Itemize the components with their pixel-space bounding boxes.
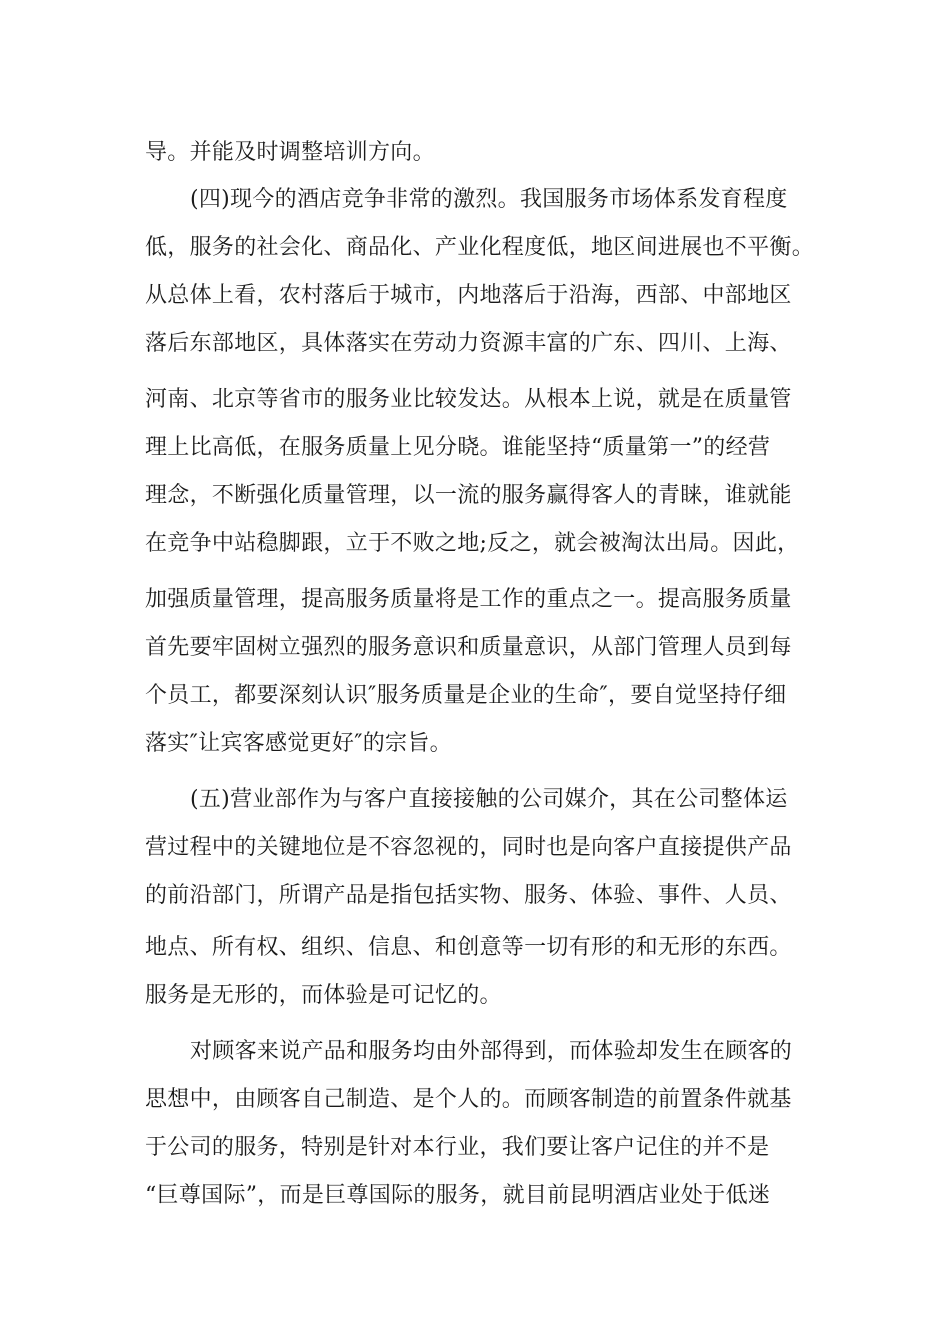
text-line: “巨尊国际”，而是巨尊国际的服务，就目前昆明酒店业处于低迷 — [145, 1183, 771, 1208]
text-line: 导。并能及时调整培训方向。 — [145, 140, 435, 165]
text-line: 营过程中的关键地位是不容忽视的，同时也是向客户直接提供产品 — [145, 835, 792, 860]
text-line: 理念，不断强化质量管理，以一流的服务赢得客人的青睐，谁就能 — [145, 483, 792, 508]
text-line: 首先要牢固树立强烈的服务意识和质量意识，从部门管理人员到每 — [145, 635, 792, 660]
text-line: 加强质量管理，提高服务质量将是工作的重点之一。提高服务质量 — [145, 587, 792, 612]
text-line: 于公司的服务，特别是针对本行业，我们要让客户记住的并不是 — [145, 1135, 770, 1160]
text-line: 落后东部地区，具体落实在劳动力资源丰富的广东、四川、上海、 — [145, 331, 792, 356]
text-line: 低，服务的社会化、商品化、产业化程度低，地区间进展也不平衡。 — [145, 235, 815, 260]
text-line: 思想中，由顾客自己制造、是个人的。而顾客制造的前置条件就基 — [145, 1087, 792, 1112]
text-line: 地点、所有权、组织、信息、和创意等一切有形的和无形的东西。 — [145, 935, 792, 960]
text-line: 个员工，都要深刻认识″服务质量是企业的生命″，要自觉坚持仔细 — [145, 683, 787, 708]
text-line: 服务是无形的，而体验是可记忆的。 — [145, 983, 502, 1008]
text-line: 的前沿部门，所谓产品是指包括实物、服务、体验、事件、人员、 — [145, 883, 792, 908]
text-line: 在竞争中站稳脚跟，立于不败之地;反之，就会被淘汰出局。因此， — [145, 531, 800, 556]
text-line: 河南、北京等省市的服务业比较发达。从根本上说，就是在质量管 — [145, 387, 792, 412]
paragraph-start-line: (四)现今的酒店竞争非常的激烈。我国服务市场体系发育程度 — [190, 187, 788, 212]
text-line: 从总体上看，农村落后于城市，内地落后于沿海，西部、中部地区 — [145, 283, 792, 308]
paragraph-start-line: (五)营业部作为与客户直接接触的公司媒介，其在公司整体运 — [190, 787, 788, 812]
text-line: 落实″让宾客感觉更好″的宗旨。 — [145, 731, 452, 756]
paragraph-start-line: 对顾客来说产品和服务均由外部得到，而体验却发生在顾客的 — [190, 1039, 793, 1064]
text-line: 理上比高低，在服务质量上见分晓。谁能坚持“质量第一”的经营 — [145, 435, 771, 460]
